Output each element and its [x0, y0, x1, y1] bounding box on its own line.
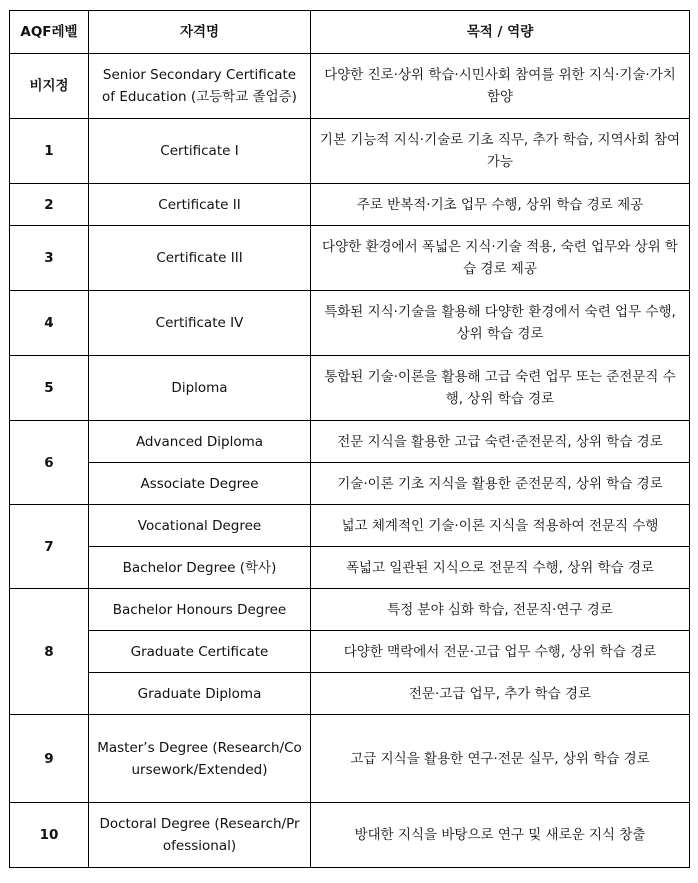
purpose-cell: 방대한 지식을 바탕으로 연구 및 새로운 지식 창출	[311, 803, 690, 868]
qualification-name-cell: Advanced Diploma	[89, 421, 311, 463]
qualification-name-cell: Senior Secondary Certificate of Education (고등학교 졸업증)	[89, 54, 311, 119]
qualification-name-cell: Graduate Diploma	[89, 673, 311, 715]
table-row	[10, 356, 690, 421]
table-row	[10, 226, 690, 291]
purpose-cell: 전문·고급 업무, 추가 학습 경로	[311, 673, 690, 715]
level-cell: 4	[10, 291, 89, 356]
purpose-cell: 다양한 환경에서 폭넓은 지식·기술 적용, 숙련 업무와 상위 학습 경로 제공	[311, 226, 690, 291]
level-cell: 8	[10, 589, 89, 715]
header-row	[10, 11, 690, 54]
header-level: AQF레벨	[10, 11, 89, 54]
table-row	[10, 184, 690, 226]
table-row	[10, 291, 690, 356]
purpose-cell: 특정 분야 심화 학습, 전문직·연구 경로	[311, 589, 690, 631]
qualification-name-cell: Graduate Certificate	[89, 631, 311, 673]
table-row	[10, 631, 690, 673]
qualification-name-cell: Certificate IV	[89, 291, 311, 356]
table-row	[10, 421, 690, 463]
qualification-name-cell: Associate Degree	[89, 463, 311, 505]
purpose-cell: 고급 지식을 활용한 연구·전문 실무, 상위 학습 경로	[311, 715, 690, 803]
level-cell: 3	[10, 226, 89, 291]
qualification-name-cell: Doctoral Degree (Research/Professional)	[89, 803, 311, 868]
purpose-cell: 다양한 진로·상위 학습·시민사회 참여를 위한 지식·기술·가치 함양	[311, 54, 690, 119]
level-cell: 2	[10, 184, 89, 226]
purpose-cell: 넓고 체계적인 기술·이론 지식을 적용하여 전문직 수행	[311, 505, 690, 547]
level-cell: 7	[10, 505, 89, 589]
header-purpose: 목적 / 역량	[311, 11, 690, 54]
qualification-name-cell: Certificate III	[89, 226, 311, 291]
qualification-name-cell: Certificate II	[89, 184, 311, 226]
table-row	[10, 589, 690, 631]
qualification-name-cell: Bachelor Degree (학사)	[89, 547, 311, 589]
purpose-cell: 폭넓고 일관된 지식으로 전문직 수행, 상위 학습 경로	[311, 547, 690, 589]
table-row	[10, 463, 690, 505]
level-cell: 1	[10, 119, 89, 184]
qualification-name-cell: Vocational Degree	[89, 505, 311, 547]
table-row	[10, 803, 690, 868]
purpose-cell: 특화된 지식·기술을 활용해 다양한 환경에서 숙련 업무 수행, 상위 학습 경로	[311, 291, 690, 356]
aqf-table	[9, 10, 690, 868]
purpose-cell: 통합된 기술·이론을 활용해 고급 숙련 업무 또는 준전문직 수행, 상위 학습 경로	[311, 356, 690, 421]
purpose-cell: 전문 지식을 활용한 고급 숙련·준전문직, 상위 학습 경로	[311, 421, 690, 463]
table-row	[10, 119, 690, 184]
table-row	[10, 547, 690, 589]
level-cell: 10	[10, 803, 89, 868]
purpose-cell: 기술·이론 기초 지식을 활용한 준전문직, 상위 학습 경로	[311, 463, 690, 505]
qualification-name-cell: Certificate I	[89, 119, 311, 184]
table-header	[10, 11, 690, 54]
table-row	[10, 54, 690, 119]
purpose-cell: 주로 반복적·기초 업무 수행, 상위 학습 경로 제공	[311, 184, 690, 226]
qualification-name-cell: Diploma	[89, 356, 311, 421]
level-cell: 5	[10, 356, 89, 421]
header-qualification: 자격명	[89, 11, 311, 54]
table-body	[10, 54, 690, 868]
level-cell: 9	[10, 715, 89, 803]
table-row	[10, 715, 690, 803]
level-cell: 6	[10, 421, 89, 505]
purpose-cell: 기본 기능적 지식·기술로 기초 직무, 추가 학습, 지역사회 참여 가능	[311, 119, 690, 184]
table-row	[10, 505, 690, 547]
purpose-cell: 다양한 맥락에서 전문·고급 업무 수행, 상위 학습 경로	[311, 631, 690, 673]
level-cell: 비지정	[10, 54, 89, 119]
table-row	[10, 673, 690, 715]
qualification-name-cell: Master’s Degree (Research/Coursework/Extended)	[89, 715, 311, 803]
qualification-name-cell: Bachelor Honours Degree	[89, 589, 311, 631]
